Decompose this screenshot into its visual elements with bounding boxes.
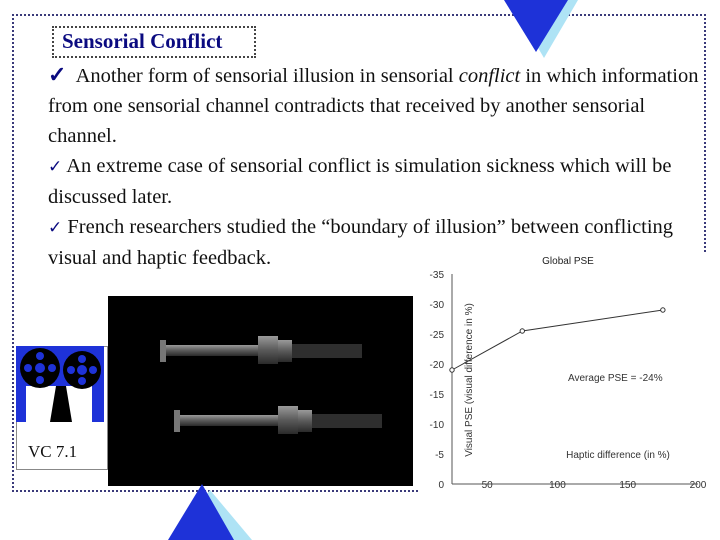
bullet-1-text-post: in which information from one sensorial channel contradicts that received by another sensorial channel. <box>48 65 699 147</box>
haptic-device-photo <box>108 296 413 486</box>
series-line <box>452 310 663 370</box>
bullet-3-text: French researchers studied the “boundary of illusion” between conflicting visual and haptic feedback. <box>48 216 674 269</box>
data-point <box>450 368 454 372</box>
y-tick-label: -10 <box>429 420 444 431</box>
x-tick-label: 200 <box>689 480 707 491</box>
bullet-1-text-emphasis: conflict <box>458 65 521 87</box>
slide-title: Sensorial Conflict <box>62 29 223 53</box>
y-tick-label: -25 <box>429 330 444 341</box>
video-label: VC 7.1 <box>28 442 78 461</box>
triangle-decoration-top <box>500 0 590 62</box>
y-tick-label: -20 <box>429 360 444 371</box>
y-tick-label: -30 <box>429 300 444 311</box>
x-tick-label: 50 <box>481 480 493 491</box>
x-tick-label: 150 <box>619 480 637 491</box>
chart-annotation: Average PSE = -24% <box>568 373 663 384</box>
triangle-decoration-bottom <box>168 484 258 540</box>
y-tick-label: -5 <box>435 450 444 461</box>
y-tick-label: -35 <box>429 270 444 281</box>
data-point <box>661 308 665 312</box>
x-axis-label: Haptic difference (in %) <box>566 450 670 461</box>
checkmark-icon: ✓ <box>48 62 67 87</box>
bullet-2 <box>48 151 708 212</box>
chart-title: Global PSE <box>542 256 594 267</box>
bullet-list <box>48 60 708 273</box>
reel-right <box>63 351 101 389</box>
y-axis-label: Visual PSE (visual difference in %) <box>464 303 475 457</box>
bullet-2-text: An extreme case of sensorial conflict is simulation sickness which will be discussed later. <box>48 155 672 208</box>
film-reel-icon <box>16 346 104 422</box>
y-tick-label: -15 <box>429 390 444 401</box>
checkmark-icon: ✓ <box>48 218 63 237</box>
checkmark-icon: ✓ <box>48 157 63 176</box>
x-tick-label: 100 <box>549 480 566 491</box>
data-point <box>520 329 524 333</box>
y-tick-label: 0 <box>438 480 444 491</box>
bullet-1 <box>48 60 708 151</box>
bullet-1-text-pre: Another form of sensorial illusion in sensorial <box>75 65 459 87</box>
pse-chart <box>418 252 712 492</box>
reel-left <box>20 348 60 388</box>
